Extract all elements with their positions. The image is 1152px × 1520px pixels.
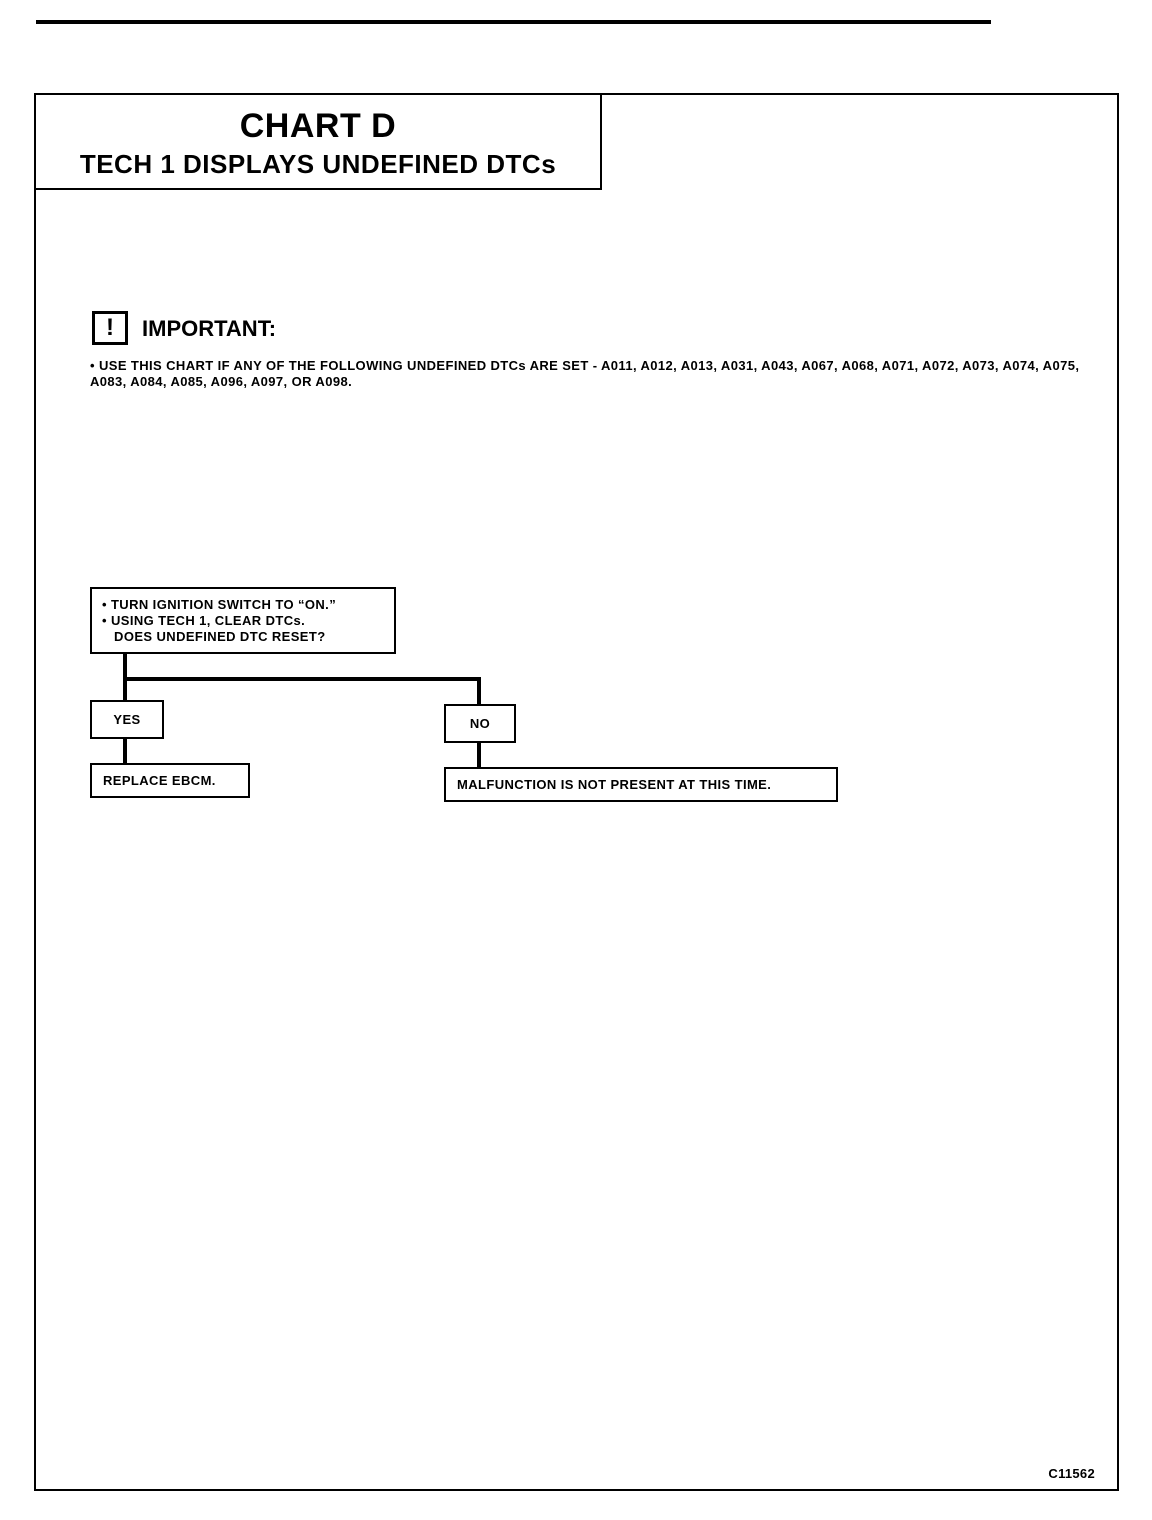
- page-subtitle: TECH 1 DISPLAYS UNDEFINED DTCs: [79, 149, 557, 179]
- important-text: • USE THIS CHART IF ANY OF THE FOLLOWING UNDEFINED DTCs ARE SET - A011, A012, A013, A031, A043, A067, A068, A071, A072, A073, A074, A075, A083, A084, A085, A096, A097, OR A098.: [90, 358, 1080, 389]
- flow-no-result-box: MALFUNCTION IS NOT PRESENT AT THIS TIME.: [444, 767, 838, 802]
- top-rule: [36, 20, 991, 24]
- title-box: [34, 93, 602, 190]
- page-title: CHART D: [239, 107, 397, 145]
- connector-no-down: [477, 677, 481, 705]
- flow-no-box: NO: [444, 704, 516, 743]
- flow-yes-result-box: REPLACE EBCM.: [90, 763, 250, 798]
- flow-start-line: • USING TECH 1, CLEAR DTCs.: [102, 613, 306, 628]
- exclamation-icon: !: [92, 311, 128, 345]
- connector-horizontal: [123, 677, 481, 681]
- flow-yes-box: YES: [90, 700, 164, 739]
- important-label: IMPORTANT:: [142, 316, 277, 341]
- connector-no-result: [477, 742, 481, 768]
- flow-start-line: • TURN IGNITION SWITCH TO “ON.”: [102, 597, 337, 612]
- connector-yes-result: [123, 738, 127, 764]
- figure-code: C11562: [1048, 1466, 1095, 1481]
- flow-start-line: DOES UNDEFINED DTC RESET?: [102, 629, 326, 644]
- flow-start-box: [90, 587, 396, 654]
